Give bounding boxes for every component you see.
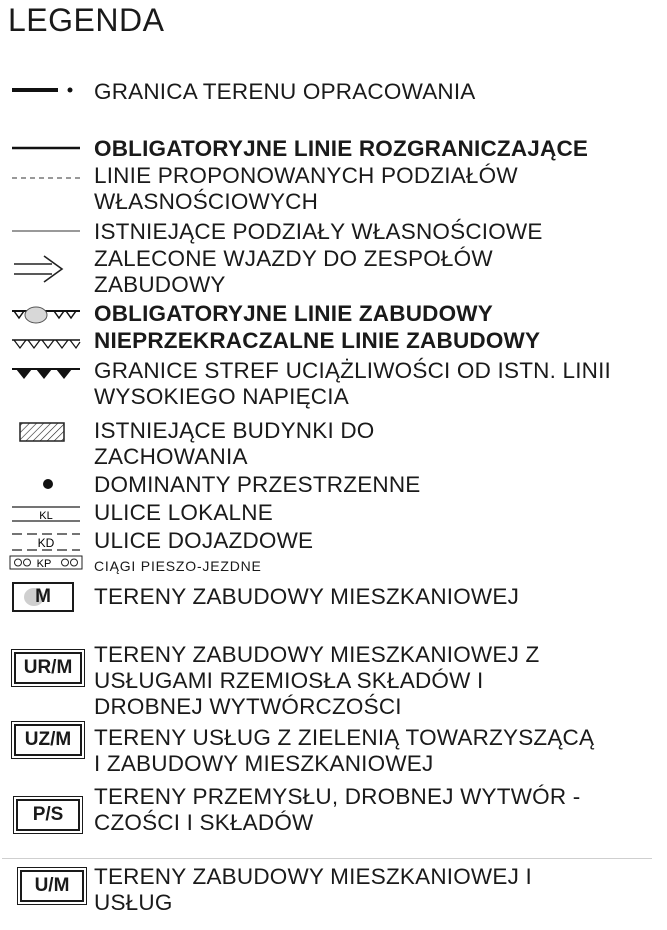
legend-label-existing-buildings: ISTNIEJĄCE BUDYNKI DO ZACHOWANIA [94,418,375,469]
legend-label-industry: TERENY PRZEMYSŁU, DROBNEJ WYTWÓR - CZOŚCI I SKŁADÓW [94,784,581,835]
zone-badge-u-m: U/M [20,870,84,902]
zone-code-m: M [35,586,51,607]
dot-icon [4,476,84,492]
access-street-symbol [4,530,84,554]
obligatory-building-line-symbol [4,305,84,325]
zone-badge-p-s: P/S [16,799,80,831]
local-street-symbol [4,503,84,525]
legend-label-boundary: GRANICA TERENU OPRACOWANIA [94,79,476,104]
legend-label-residential-services: TERENY ZABUDOWY MIESZKANIOWEJ I USŁUG [94,864,532,915]
legend-label-entries: ZALECONE WJAZDY DO ZESPOŁÓW ZABUDOWY [94,246,493,297]
thin-line-symbol [4,223,84,239]
divider [2,858,652,859]
boundary-line-symbol [4,82,84,98]
local-street-code: KL [39,510,53,522]
access-street-code: KD [37,536,55,550]
legend-label-residential-crafts: TERENY ZABUDOWY MIESZKANIOWEJ Z USŁUGAMI RZEMIOSŁA SKŁADÓW I DROBNEJ WYTWÓRCZOŚCI [94,642,540,719]
zone-badge-uz-m: UZ/M [14,724,82,756]
pedestrian-street-code: KP [36,558,52,570]
filled-triangle-line-symbol [4,365,84,381]
legend-label-access-streets: ULICE DOJAZDOWE [94,528,314,553]
thick-line-symbol [4,140,84,156]
open-triangle-line-symbol [4,336,84,352]
dashed-line-symbol [4,170,84,186]
legend-label-pedestrian-streets: CIĄGI PIESZO-JEZDNE [94,558,262,574]
legend-label-non-exceedable-lines: NIEPRZEKRACZALNE LINIE ZABUDOWY [94,328,541,353]
legend-label-demarcation: OBLIGATORYJNE LINIE ROZGRANICZAJĄCE [94,136,589,161]
legend-label-services-green: TERENY USŁUG Z ZIELENIĄ TOWARZYSZĄCĄ I ZABUDOWY MIESZKANIOWEJ [94,725,595,776]
zone-badge-ur-m: UR/M [14,652,82,684]
legend-label-proposed-divisions: LINIE PROPONOWANYCH PODZIAŁÓW WŁASNOŚCIOWYCH [94,163,518,214]
pedestrian-street-symbol [4,555,84,571]
legend-label-residential: TERENY ZABUDOWY MIESZKANIOWEJ [94,584,520,609]
legend-label-existing-divisions: ISTNIEJĄCE PODZIAŁY WŁASNOŚCIOWE [94,219,543,244]
hatched-building-symbol [4,420,84,444]
legend-label-local-streets: ULICE LOKALNE [94,500,273,525]
legend-label-dominants: DOMINANTY PRZESTRZENNE [94,472,421,497]
legend-title: LEGENDA [8,2,165,38]
legend-label-nuisance-zones: GRANICE STREF UCIĄŻLIWOŚCI OD ISTN. LINII WYSOKIEGO NAPIĘCIA [94,358,611,409]
zone-badge-m [12,582,74,612]
double-arrow-icon [4,254,84,284]
legend-label-obligatory-building-lines: OBLIGATORYJNE LINIE ZABUDOWY [94,301,493,326]
